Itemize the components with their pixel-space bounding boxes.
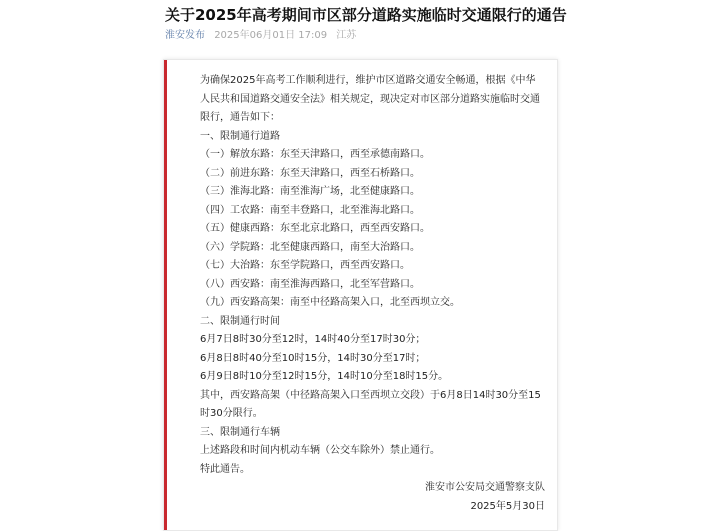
road-item: （六）学院路：北至健康西路口，南至大治路口。 xyxy=(200,241,420,253)
road-item: （五）健康西路：东至北京北路口，西至西安路口。 xyxy=(200,223,430,234)
article-title: 关于2025年高考期间市区部分道路实施临时交通限行的通告 xyxy=(165,6,567,24)
accent-bar xyxy=(164,60,167,530)
source-link[interactable]: 淮安发布 xyxy=(165,30,205,41)
road-item: （八）西安路：南至淮海西路口，北至军营路口。 xyxy=(200,278,420,290)
section-heading: 二、限制通行时间 xyxy=(200,315,280,327)
article-meta xyxy=(165,29,362,43)
publish-datetime: 2025年06月01日 17:09 xyxy=(214,30,328,41)
road-item: （二）前进东路：东至天津路口，西至石桥路口。 xyxy=(200,167,420,179)
time-item: 6月7日8时30分至12时，14时40分至17时30分； xyxy=(200,334,426,345)
closing-text: 特此通告。 xyxy=(200,463,250,475)
time-item: 6月8日8时40分至10时15分，14时30分至17时； xyxy=(200,352,426,364)
section-heading: 三、限制通行车辆 xyxy=(200,426,280,438)
road-item: （七）大治路：东至学院路口，西至西安路口。 xyxy=(200,260,410,271)
publish-location: 江苏 xyxy=(336,30,357,41)
signature: 淮安市公安局交通警察支队 xyxy=(425,482,545,493)
vehicles-paragraph: 上述路段和时间内机动车辆（公交车除外）禁止通行。 xyxy=(200,445,440,456)
intro-paragraph: 为确保2025年高考工作顺利进行，维护市区道路交通安全畅通，根据《中华人民共和国道路交通安全法》相关规定，现决定对市区部分道路实施临时交通限行，通告如下： xyxy=(200,75,540,123)
road-item: （四）工农路：南至丰登路口，北至淮海北路口。 xyxy=(200,204,420,216)
sign-date: 2025年5月30日 xyxy=(470,500,545,512)
notice-body xyxy=(200,72,545,516)
exception-paragraph: 其中，西安路高架（中径路高架入口至西坝立交段）于6月8日14时30分至15时30分限行。 xyxy=(200,389,541,419)
road-item: （九）西安路高架：南至中径路高架入口，北至西坝立交。 xyxy=(200,297,460,308)
section-heading: 一、限制通行道路 xyxy=(200,130,280,142)
road-item: （三）淮海北路：南至淮海广场，北至健康路口。 xyxy=(200,186,420,197)
road-item: （一）解放东路：东至天津路口，西至承德南路口。 xyxy=(200,149,430,160)
time-item: 6月9日8时10分至12时15分，14时10分至18时15分。 xyxy=(200,371,449,382)
